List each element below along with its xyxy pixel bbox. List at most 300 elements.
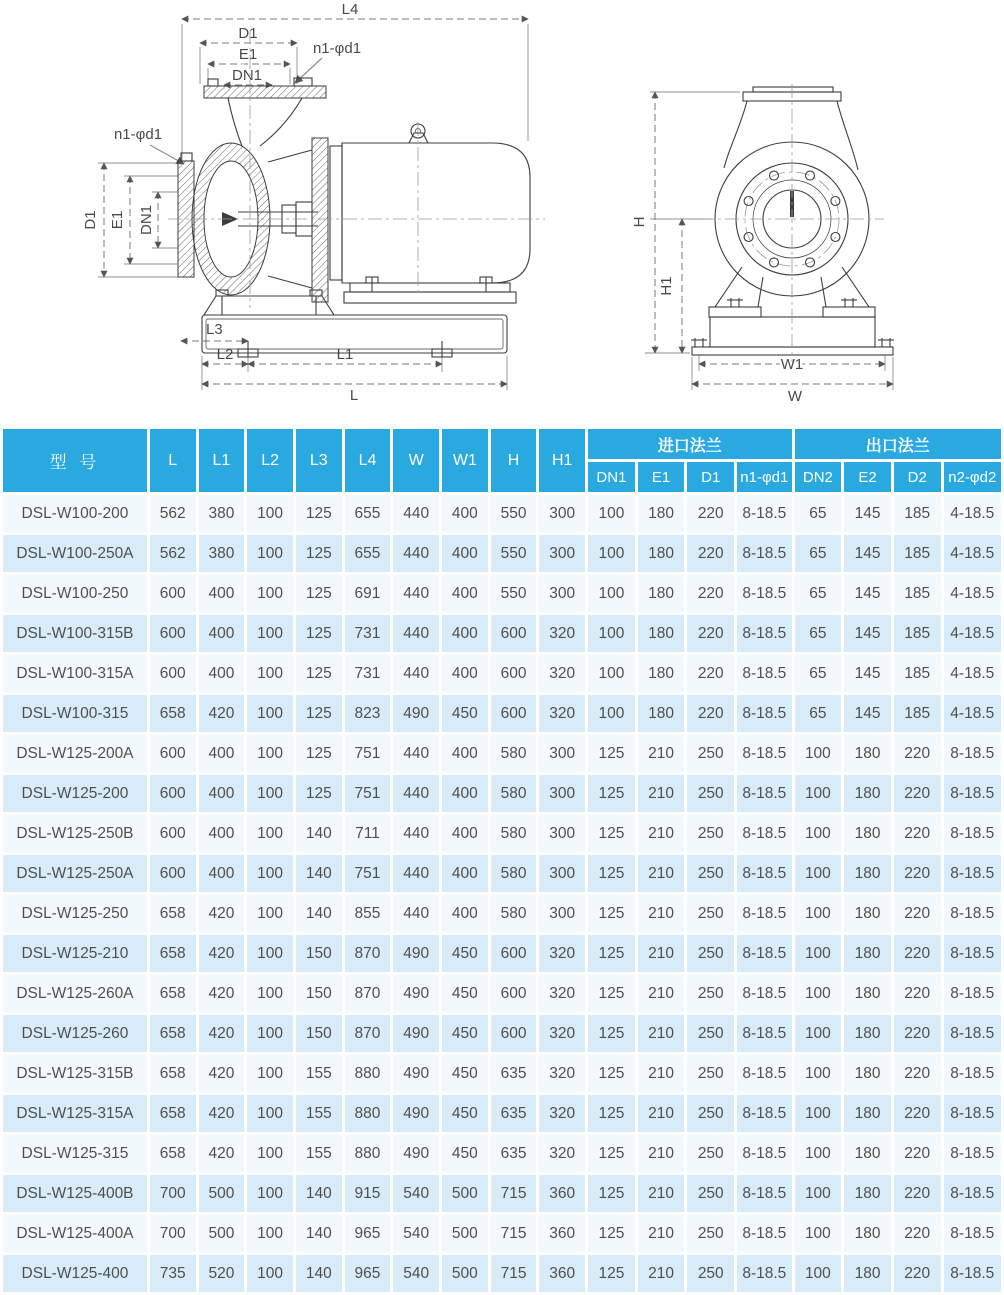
value-cell: 658 <box>150 935 196 972</box>
group-header-outlet-flange: 出口法兰 <box>795 429 1001 459</box>
value-cell: 8-18.5 <box>944 1255 1001 1292</box>
value-cell: 125 <box>588 775 635 812</box>
value-cell: 180 <box>844 975 891 1012</box>
value-cell: 320 <box>539 1055 585 1092</box>
value-cell: 210 <box>638 775 685 812</box>
group-header-inlet-flange: 进口法兰 <box>588 429 791 459</box>
value-cell: 400 <box>442 895 488 932</box>
value-cell: 210 <box>638 1015 685 1052</box>
dim-label-w: W <box>787 388 803 405</box>
value-cell: 870 <box>345 975 391 1012</box>
value-cell: 8-18.5 <box>944 935 1001 972</box>
value-cell: 580 <box>491 855 537 892</box>
value-cell: 658 <box>150 895 196 932</box>
value-cell: 100 <box>247 495 293 532</box>
value-cell: 8-18.5 <box>737 1015 791 1052</box>
column-header: W1 <box>442 429 488 492</box>
value-cell: 320 <box>539 1095 585 1132</box>
value-cell: 220 <box>894 1215 941 1252</box>
value-cell: 180 <box>844 1215 891 1252</box>
model-cell: DSL-W125-400A <box>3 1215 147 1252</box>
value-cell: 8-18.5 <box>737 855 791 892</box>
value-cell: 180 <box>638 615 685 652</box>
value-cell: 300 <box>539 855 585 892</box>
value-cell: 440 <box>393 655 439 692</box>
side-view-centerlines <box>168 30 545 308</box>
value-cell: 320 <box>539 935 585 972</box>
value-cell: 8-18.5 <box>944 1055 1001 1092</box>
value-cell: 4-18.5 <box>944 495 1001 532</box>
value-cell: 450 <box>442 695 488 732</box>
dimension-table <box>0 426 1004 1295</box>
value-cell: 300 <box>539 775 585 812</box>
value-cell: 450 <box>442 1055 488 1092</box>
value-cell: 125 <box>588 735 635 772</box>
value-cell: 400 <box>442 855 488 892</box>
value-cell: 420 <box>199 1095 245 1132</box>
value-cell: 155 <box>296 1095 342 1132</box>
value-cell: 100 <box>247 1215 293 1252</box>
value-cell: 600 <box>491 695 537 732</box>
value-cell: 100 <box>247 535 293 572</box>
value-cell: 125 <box>296 615 342 652</box>
value-cell: 4-18.5 <box>944 695 1001 732</box>
value-cell: 635 <box>491 1135 537 1172</box>
value-cell: 145 <box>844 615 891 652</box>
value-cell: 320 <box>539 975 585 1012</box>
dim-label-h: H <box>631 216 648 228</box>
table-row <box>3 535 1001 572</box>
value-cell: 100 <box>795 895 842 932</box>
value-cell: 855 <box>345 895 391 932</box>
model-cell: DSL-W125-200 <box>3 775 147 812</box>
column-header: DN1 <box>588 462 635 492</box>
value-cell: 185 <box>894 535 941 572</box>
model-cell: DSL-W125-315B <box>3 1055 147 1092</box>
value-cell: 8-18.5 <box>944 895 1001 932</box>
value-cell: 731 <box>345 655 391 692</box>
value-cell: 8-18.5 <box>944 815 1001 852</box>
table-row <box>3 975 1001 1012</box>
value-cell: 150 <box>296 935 342 972</box>
dim-label-l3: L3 <box>206 321 223 338</box>
value-cell: 220 <box>894 855 941 892</box>
value-cell: 490 <box>393 1095 439 1132</box>
dim-label-e1-left: E1 <box>109 210 126 230</box>
value-cell: 380 <box>199 495 245 532</box>
model-cell: DSL-W125-250A <box>3 855 147 892</box>
value-cell: 8-18.5 <box>944 775 1001 812</box>
table-row <box>3 1255 1001 1292</box>
value-cell: 600 <box>491 975 537 1012</box>
value-cell: 450 <box>442 935 488 972</box>
value-cell: 580 <box>491 775 537 812</box>
value-cell: 65 <box>795 615 842 652</box>
value-cell: 8-18.5 <box>737 895 791 932</box>
dim-label-e1-top: E1 <box>238 46 258 63</box>
value-cell: 658 <box>150 1015 196 1052</box>
value-cell: 180 <box>638 535 685 572</box>
column-header: DN2 <box>795 462 842 492</box>
table-row <box>3 695 1001 732</box>
table-row <box>3 815 1001 852</box>
value-cell: 100 <box>247 1015 293 1052</box>
value-cell: 8-18.5 <box>944 1175 1001 1212</box>
value-cell: 250 <box>687 735 734 772</box>
value-cell: 490 <box>393 1055 439 1092</box>
value-cell: 300 <box>539 535 585 572</box>
pump-dimension-drawing <box>0 0 1004 424</box>
value-cell: 220 <box>894 1055 941 1092</box>
value-cell: 562 <box>150 495 196 532</box>
value-cell: 8-18.5 <box>944 1135 1001 1172</box>
value-cell: 125 <box>588 1215 635 1252</box>
value-cell: 500 <box>199 1175 245 1212</box>
value-cell: 220 <box>687 655 734 692</box>
value-cell: 400 <box>442 535 488 572</box>
value-cell: 751 <box>345 735 391 772</box>
value-cell: 250 <box>687 1095 734 1132</box>
value-cell: 320 <box>539 695 585 732</box>
value-cell: 420 <box>199 695 245 732</box>
value-cell: 8-18.5 <box>737 1215 791 1252</box>
value-cell: 400 <box>442 815 488 852</box>
value-cell: 145 <box>844 695 891 732</box>
model-cell: DSL-W125-260 <box>3 1015 147 1052</box>
value-cell: 8-18.5 <box>737 615 791 652</box>
value-cell: 635 <box>491 1095 537 1132</box>
table-row <box>3 935 1001 972</box>
value-cell: 125 <box>588 1135 635 1172</box>
table-row <box>3 1135 1001 1172</box>
dim-label-l2: L2 <box>216 346 234 363</box>
value-cell: 600 <box>150 615 196 652</box>
value-cell: 658 <box>150 1055 196 1092</box>
value-cell: 180 <box>638 695 685 732</box>
value-cell: 440 <box>393 815 439 852</box>
value-cell: 100 <box>247 855 293 892</box>
value-cell: 250 <box>687 975 734 1012</box>
value-cell: 4-18.5 <box>944 535 1001 572</box>
value-cell: 8-18.5 <box>944 855 1001 892</box>
bolt-note-left: n1-φd1 <box>113 126 163 143</box>
value-cell: 600 <box>150 855 196 892</box>
table-row <box>3 1215 1001 1252</box>
value-cell: 180 <box>638 495 685 532</box>
value-cell: 150 <box>296 975 342 1012</box>
value-cell: 210 <box>638 1055 685 1092</box>
value-cell: 635 <box>491 1055 537 1092</box>
pump-cross-section <box>178 78 342 315</box>
value-cell: 420 <box>199 1015 245 1052</box>
value-cell: 65 <box>795 695 842 732</box>
value-cell: 8-18.5 <box>737 1255 791 1292</box>
value-cell: 220 <box>894 975 941 1012</box>
value-cell: 140 <box>296 1175 342 1212</box>
value-cell: 220 <box>894 1255 941 1292</box>
value-cell: 380 <box>199 535 245 572</box>
adapter-plate <box>312 138 328 302</box>
front-view-dimension-labels <box>631 217 803 405</box>
value-cell: 320 <box>539 655 585 692</box>
table-row <box>3 1055 1001 1092</box>
dim-label-d1-left: D1 <box>82 210 99 230</box>
value-cell: 250 <box>687 775 734 812</box>
value-cell: 735 <box>150 1255 196 1292</box>
value-cell: 185 <box>894 495 941 532</box>
value-cell: 880 <box>345 1095 391 1132</box>
value-cell: 400 <box>199 815 245 852</box>
value-cell: 580 <box>491 735 537 772</box>
value-cell: 250 <box>687 855 734 892</box>
value-cell: 100 <box>795 815 842 852</box>
value-cell: 400 <box>199 855 245 892</box>
value-cell: 125 <box>588 895 635 932</box>
model-cell: DSL-W100-315A <box>3 655 147 692</box>
value-cell: 65 <box>795 655 842 692</box>
value-cell: 185 <box>894 575 941 612</box>
value-cell: 65 <box>795 535 842 572</box>
table-row <box>3 655 1001 692</box>
value-cell: 715 <box>491 1255 537 1292</box>
dim-label-d1-top: D1 <box>238 25 258 42</box>
column-header: L4 <box>345 429 391 492</box>
value-cell: 220 <box>894 935 941 972</box>
value-cell: 100 <box>247 895 293 932</box>
value-cell: 220 <box>894 895 941 932</box>
value-cell: 870 <box>345 935 391 972</box>
value-cell: 140 <box>296 895 342 932</box>
value-cell: 100 <box>247 1055 293 1092</box>
value-cell: 250 <box>687 1175 734 1212</box>
value-cell: 210 <box>638 1255 685 1292</box>
value-cell: 320 <box>539 1135 585 1172</box>
value-cell: 100 <box>795 935 842 972</box>
value-cell: 220 <box>687 695 734 732</box>
value-cell: 490 <box>393 695 439 732</box>
value-cell: 400 <box>199 655 245 692</box>
value-cell: 700 <box>150 1175 196 1212</box>
value-cell: 155 <box>296 1135 342 1172</box>
value-cell: 100 <box>795 775 842 812</box>
value-cell: 100 <box>247 1135 293 1172</box>
value-cell: 180 <box>844 1015 891 1052</box>
value-cell: 220 <box>894 735 941 772</box>
value-cell: 4-18.5 <box>944 575 1001 612</box>
table-row <box>3 855 1001 892</box>
value-cell: 180 <box>844 735 891 772</box>
front-view-centerlines <box>700 84 884 362</box>
value-cell: 500 <box>442 1175 488 1212</box>
value-cell: 125 <box>296 735 342 772</box>
model-cell: DSL-W125-315 <box>3 1135 147 1172</box>
value-cell: 125 <box>296 655 342 692</box>
value-cell: 8-18.5 <box>737 735 791 772</box>
column-header: W <box>393 429 439 492</box>
value-cell: 180 <box>844 1175 891 1212</box>
base-front <box>710 317 875 347</box>
value-cell: 8-18.5 <box>737 815 791 852</box>
table-row <box>3 895 1001 932</box>
value-cell: 658 <box>150 975 196 1012</box>
value-cell: 180 <box>844 895 891 932</box>
value-cell: 100 <box>247 815 293 852</box>
model-cell: DSL-W125-400B <box>3 1175 147 1212</box>
value-cell: 600 <box>491 615 537 652</box>
table-row <box>3 495 1001 532</box>
table-row <box>3 615 1001 652</box>
value-cell: 400 <box>199 735 245 772</box>
value-cell: 100 <box>247 1175 293 1212</box>
value-cell: 320 <box>539 1015 585 1052</box>
value-cell: 100 <box>795 1255 842 1292</box>
value-cell: 65 <box>795 495 842 532</box>
value-cell: 100 <box>588 615 635 652</box>
value-cell: 100 <box>247 655 293 692</box>
value-cell: 220 <box>894 1095 941 1132</box>
value-cell: 965 <box>345 1255 391 1292</box>
value-cell: 210 <box>638 815 685 852</box>
value-cell: 250 <box>687 1135 734 1172</box>
value-cell: 210 <box>638 1215 685 1252</box>
value-cell: 220 <box>687 615 734 652</box>
value-cell: 600 <box>491 1015 537 1052</box>
value-cell: 100 <box>588 575 635 612</box>
value-cell: 420 <box>199 1055 245 1092</box>
value-cell: 915 <box>345 1175 391 1212</box>
table-row <box>3 1015 1001 1052</box>
value-cell: 125 <box>588 1055 635 1092</box>
value-cell: 440 <box>393 495 439 532</box>
value-cell: 220 <box>894 775 941 812</box>
value-cell: 145 <box>844 495 891 532</box>
value-cell: 440 <box>393 775 439 812</box>
value-cell: 360 <box>539 1255 585 1292</box>
value-cell: 140 <box>296 815 342 852</box>
value-cell: 250 <box>687 935 734 972</box>
value-cell: 125 <box>588 975 635 1012</box>
value-cell: 440 <box>393 535 439 572</box>
column-header: n1-φd1 <box>737 462 791 492</box>
value-cell: 180 <box>844 855 891 892</box>
value-cell: 440 <box>393 895 439 932</box>
dim-label-h1: H1 <box>658 276 675 296</box>
value-cell: 250 <box>687 1055 734 1092</box>
value-cell: 711 <box>345 815 391 852</box>
value-cell: 550 <box>491 535 537 572</box>
value-cell: 8-18.5 <box>944 1015 1001 1052</box>
value-cell: 220 <box>894 1135 941 1172</box>
value-cell: 300 <box>539 815 585 852</box>
value-cell: 8-18.5 <box>737 1095 791 1132</box>
model-cell: DSL-W100-250A <box>3 535 147 572</box>
value-cell: 140 <box>296 855 342 892</box>
value-cell: 400 <box>442 615 488 652</box>
value-cell: 440 <box>393 855 439 892</box>
value-cell: 600 <box>150 735 196 772</box>
value-cell: 210 <box>638 735 685 772</box>
value-cell: 731 <box>345 615 391 652</box>
value-cell: 100 <box>588 655 635 692</box>
value-cell: 823 <box>345 695 391 732</box>
model-cell: DSL-W125-210 <box>3 935 147 972</box>
value-cell: 420 <box>199 975 245 1012</box>
value-cell: 658 <box>150 695 196 732</box>
value-cell: 100 <box>795 975 842 1012</box>
value-cell: 100 <box>247 575 293 612</box>
value-cell: 100 <box>247 975 293 1012</box>
value-cell: 8-18.5 <box>737 655 791 692</box>
value-cell: 8-18.5 <box>944 735 1001 772</box>
value-cell: 490 <box>393 1135 439 1172</box>
value-cell: 300 <box>539 735 585 772</box>
model-cell: DSL-W125-260A <box>3 975 147 1012</box>
value-cell: 210 <box>638 895 685 932</box>
model-cell: DSL-W125-400 <box>3 1255 147 1292</box>
value-cell: 210 <box>638 855 685 892</box>
value-cell: 751 <box>345 775 391 812</box>
value-cell: 300 <box>539 495 585 532</box>
value-cell: 180 <box>844 1255 891 1292</box>
value-cell: 870 <box>345 1015 391 1052</box>
value-cell: 100 <box>247 775 293 812</box>
value-cell: 145 <box>844 535 891 572</box>
value-cell: 550 <box>491 575 537 612</box>
front-view-drawing <box>631 84 894 405</box>
value-cell: 100 <box>588 495 635 532</box>
value-cell: 600 <box>150 815 196 852</box>
column-header: D1 <box>687 462 734 492</box>
value-cell: 655 <box>345 495 391 532</box>
value-cell: 8-18.5 <box>737 1135 791 1172</box>
dim-label-l: L <box>349 387 359 404</box>
value-cell: 180 <box>844 1135 891 1172</box>
value-cell: 100 <box>795 1135 842 1172</box>
value-cell: 155 <box>296 1055 342 1092</box>
value-cell: 100 <box>247 695 293 732</box>
value-cell: 600 <box>150 775 196 812</box>
value-cell: 185 <box>894 695 941 732</box>
value-cell: 490 <box>393 935 439 972</box>
value-cell: 220 <box>687 495 734 532</box>
value-cell: 450 <box>442 975 488 1012</box>
value-cell: 180 <box>844 1055 891 1092</box>
value-cell: 450 <box>442 1095 488 1132</box>
value-cell: 125 <box>588 855 635 892</box>
value-cell: 540 <box>393 1175 439 1212</box>
dim-label-dn1-top: DN1 <box>231 67 263 84</box>
value-cell: 4-18.5 <box>944 655 1001 692</box>
value-cell: 125 <box>588 1015 635 1052</box>
value-cell: 65 <box>795 575 842 612</box>
value-cell: 8-18.5 <box>944 1215 1001 1252</box>
value-cell: 250 <box>687 1255 734 1292</box>
value-cell: 185 <box>894 655 941 692</box>
value-cell: 125 <box>296 495 342 532</box>
model-cell: DSL-W125-315A <box>3 1095 147 1132</box>
motor-body <box>342 143 530 283</box>
value-cell: 700 <box>150 1215 196 1252</box>
value-cell: 8-18.5 <box>944 1095 1001 1132</box>
value-cell: 250 <box>687 1015 734 1052</box>
table-row <box>3 775 1001 812</box>
model-cell: DSL-W125-250 <box>3 895 147 932</box>
value-cell: 8-18.5 <box>737 495 791 532</box>
value-cell: 400 <box>442 655 488 692</box>
value-cell: 400 <box>442 735 488 772</box>
value-cell: 360 <box>539 1215 585 1252</box>
value-cell: 880 <box>345 1055 391 1092</box>
